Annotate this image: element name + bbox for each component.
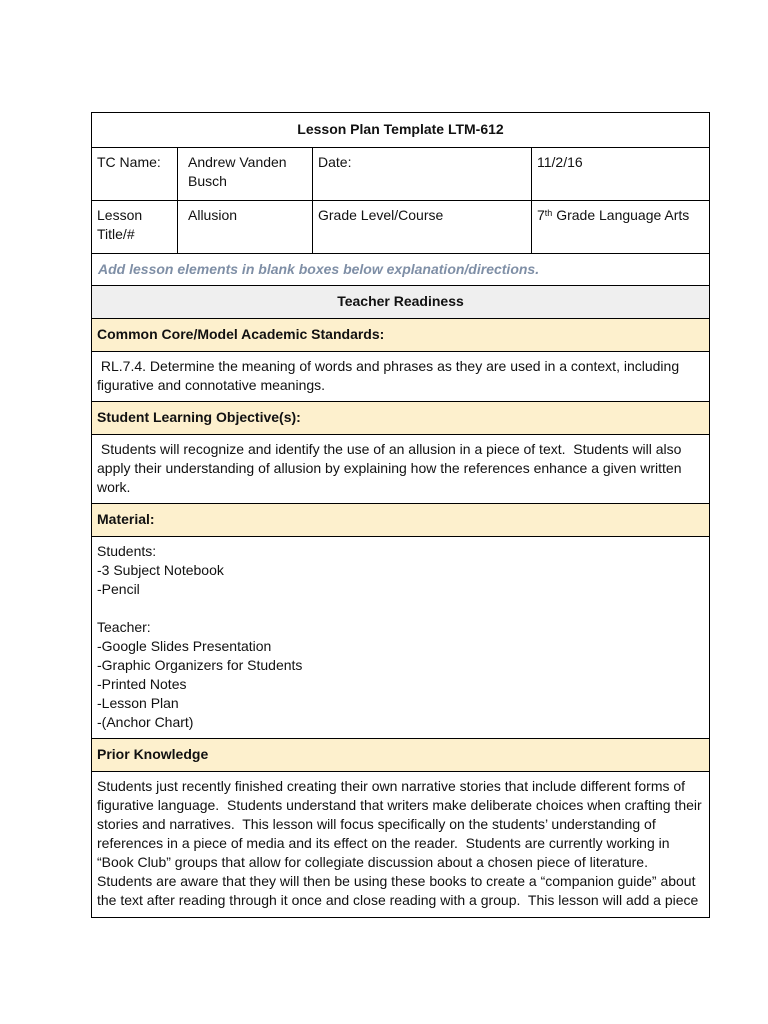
material-list xyxy=(92,537,710,738)
tc-name-text: Andrew Vanden Busch xyxy=(188,154,287,189)
title-row xyxy=(92,113,710,148)
students-item: -Pencil xyxy=(97,581,140,597)
material-heading: Material: xyxy=(92,504,710,536)
lesson-title-value xyxy=(178,201,313,253)
grade-suffix: th xyxy=(544,208,553,218)
spacer xyxy=(97,599,704,618)
standards-text xyxy=(92,352,710,401)
teacher-readiness-row xyxy=(92,286,710,319)
date-label: Date: xyxy=(313,148,532,200)
grade-number: 7 xyxy=(537,207,545,223)
objectives-heading-row xyxy=(92,402,710,435)
lesson-title-row xyxy=(92,201,710,254)
prior-knowledge-body-row xyxy=(92,772,710,918)
lesson-title-label: Lesson Title/# xyxy=(92,201,178,253)
prior-knowledge-heading-row xyxy=(92,739,710,772)
prior-knowledge-heading: Prior Knowledge xyxy=(92,739,710,771)
objectives-heading: Student Learning Objective(s): xyxy=(92,402,710,434)
prior-knowledge-text-content: Students just recently finished creating their own narrative stories that include different forms of figurative language. Students understand that writers make deliberate choices when crafting their stories and narratives. This lesson will focus specifically on the students’ understanding of references in a piece of media and its effect on the reader. Students are currently working in “Book Club” groups that allow for collegiate discussion about a chosen piece of literature. Students are aware that they will then be using these books to create a “companion guide” about the text after reading through it once and close reading with a group. This lesson will add a piece xyxy=(97,778,706,908)
grade-value xyxy=(532,201,710,253)
grade-label: Grade Level/Course xyxy=(313,201,532,253)
teacher-label: Teacher: xyxy=(97,619,151,635)
teacher-item: -Printed Notes xyxy=(97,676,187,692)
objectives-text-content: Students will recognize and identify the use of an allusion in a piece of text. Students will also apply their understanding of allusion by explaining how the references enhance a given written work. xyxy=(97,441,686,495)
teacher-item: -(Anchor Chart) xyxy=(97,714,194,730)
standards-body-row xyxy=(92,352,710,402)
material-heading-row xyxy=(92,504,710,537)
standards-heading: Common Core/Model Academic Standards: xyxy=(92,319,710,351)
standards-text-content: RL.7.4. Determine the meaning of words and phrases as they are used in a context, including figurative and connotative meanings. xyxy=(97,358,684,393)
instruction-row xyxy=(92,254,710,286)
teacher-item: -Lesson Plan xyxy=(97,695,179,711)
tc-name-row xyxy=(92,148,710,201)
objectives-text xyxy=(92,435,710,503)
date-value: 11/2/16 xyxy=(532,148,710,200)
lesson-plan-table xyxy=(91,112,710,918)
instruction-note: Add lesson elements in blank boxes below explanation/directions. xyxy=(92,254,710,285)
grade-rest: Grade Language Arts xyxy=(552,207,690,223)
teacher-readiness-heading: Teacher Readiness xyxy=(92,286,710,318)
teacher-item: -Google Slides Presentation xyxy=(97,638,272,654)
students-item: -3 Subject Notebook xyxy=(97,562,224,578)
lesson-title-text: Allusion xyxy=(188,207,238,223)
teacher-item: -Graphic Organizers for Students xyxy=(97,657,303,673)
students-label: Students: xyxy=(97,543,157,559)
standards-heading-row xyxy=(92,319,710,352)
objectives-body-row xyxy=(92,435,710,504)
tc-name-label: TC Name: xyxy=(92,148,178,200)
prior-knowledge-text xyxy=(92,772,710,917)
tc-name-value xyxy=(178,148,313,200)
material-body-row xyxy=(92,537,710,739)
page-title: Lesson Plan Template LTM-612 xyxy=(92,113,710,147)
